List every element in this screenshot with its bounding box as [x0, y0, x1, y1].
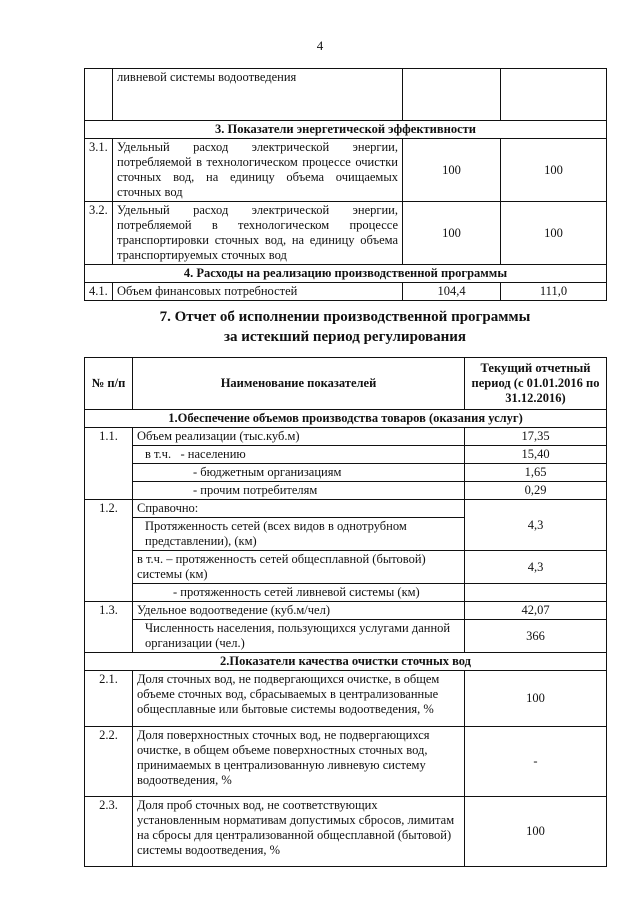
table-row — [85, 602, 607, 620]
cell-name: - прочим потребителям — [133, 482, 465, 500]
cell-name: - бюджетным организациям — [133, 464, 465, 482]
section-7-title — [84, 308, 606, 347]
cell-name: Доля поверхностных сточных вод, не подвергающихся очистке, в общем объеме поверхностных сточных вод, принимаемых в централизованную ливневую систему водоотведения, % — [133, 727, 465, 797]
cell-num: 2.2. — [85, 727, 133, 797]
cell-value: 111,0 — [501, 283, 607, 301]
header-num: № п/п — [85, 358, 133, 410]
table-row — [85, 551, 607, 584]
cell-value: 100 — [403, 139, 501, 202]
table-row — [85, 671, 607, 727]
cell-name — [133, 446, 465, 464]
cell-value: 1,65 — [465, 464, 607, 482]
table-row — [85, 446, 607, 464]
cell-value: 100 — [501, 139, 607, 202]
section-3-title: 3. Показатели энергетической эффективности — [85, 121, 607, 139]
table-row — [85, 69, 607, 121]
cell-name: Удельное водоотведение (куб.м/чел) — [133, 602, 465, 620]
table-row — [85, 202, 607, 265]
cell-value: 17,35 — [465, 428, 607, 446]
cell-value: 0,29 — [465, 482, 607, 500]
cell-value: 104,4 — [403, 283, 501, 301]
cell-name: Удельный расход электрической энергии, потребляемой в технологическом процессе очистки сточных вод, на единицу объема очищаемых сточных вод — [113, 139, 403, 202]
cell-value: 4,3 — [465, 551, 607, 584]
cell-name: Протяженность сетей (всех видов в однотрубном представлении), (км) — [133, 518, 465, 551]
cell-name: - протяженность сетей ливневой системы (км) — [133, 584, 465, 602]
title-line-2: за истекший период регулирования — [223, 328, 467, 345]
table-row — [85, 139, 607, 202]
section-1-title: 1.Обеспечение объемов производства товаров (оказания услуг) — [85, 410, 607, 428]
cell-name: Справочно: — [133, 500, 465, 518]
table-row — [85, 500, 607, 518]
cell-num: 3.2. — [85, 202, 113, 265]
cell-num: 4.1. — [85, 283, 113, 301]
section-4-title: 4. Расходы на реализацию производственной программы — [85, 265, 607, 283]
cell-name: Объем реализации (тыс.куб.м) — [133, 428, 465, 446]
subitem-label: - населению — [180, 447, 246, 461]
energy-efficiency-table — [84, 68, 607, 301]
section-header-row — [85, 653, 607, 671]
table-row — [85, 283, 607, 301]
cell-value — [501, 69, 607, 121]
cell-value — [465, 584, 607, 602]
table-row — [85, 797, 607, 867]
section-2-title: 2.Показатели качества очистки сточных вод — [85, 653, 607, 671]
section-header-row — [85, 410, 607, 428]
cell-value: 100 — [465, 797, 607, 867]
program-report-table — [84, 357, 607, 867]
table-row — [85, 464, 607, 482]
cell-value: 100 — [465, 671, 607, 727]
cell-name: в т.ч. – протяженность сетей общесплавной (бытовой) системы (км) — [133, 551, 465, 584]
table-row — [85, 584, 607, 602]
table-header-row — [85, 358, 607, 410]
table-row — [85, 482, 607, 500]
cell-value: 100 — [501, 202, 607, 265]
cell-value: 42,07 — [465, 602, 607, 620]
cell-value: - — [465, 727, 607, 797]
cell-num: 1.3. — [85, 602, 133, 653]
cell-value: 366 — [465, 620, 607, 653]
section-header-row — [85, 265, 607, 283]
cell-num: 2.3. — [85, 797, 133, 867]
section-header-row — [85, 121, 607, 139]
cell-name: Объем финансовых потребностей — [113, 283, 403, 301]
cell-num: 1.2. — [85, 500, 133, 602]
header-period: Текущий отчетный период (с 01.01.2016 по 31.12.2016) — [465, 358, 607, 410]
cell-num: 2.1. — [85, 671, 133, 727]
cell-value — [403, 69, 501, 121]
cell-name: Доля сточных вод, не подвергающихся очистке, в общем объеме сточных вод, сбрасываемых в централизованные общесплавные или бытовые системы водоотведения, % — [133, 671, 465, 727]
title-line-1: 7. Отчет об исполнении производственной программы — [159, 309, 531, 325]
cell-num: 3.1. — [85, 139, 113, 202]
cell-num: 1.1. — [85, 428, 133, 500]
table-row — [85, 727, 607, 797]
cell-num — [85, 69, 113, 121]
cell-value: 100 — [403, 202, 501, 265]
cell-value: 4,3 — [465, 500, 607, 551]
cell-name: Доля проб сточных вод, не соответствующих установленным нормативам допустимых сбросов, лимитам на сбросы для централизованной общесплавной (бытовой) системы водоотведения, % — [133, 797, 465, 867]
table-row — [85, 428, 607, 446]
table-row — [85, 620, 607, 653]
page-number: 4 — [316, 38, 324, 53]
cell-name: Численность населения, пользующихся услугами данной организации (чел.) — [133, 620, 465, 653]
header-name: Наименование показателей — [133, 358, 465, 410]
cell-name: Удельный расход электрической энергии, потребляемой в технологическом процессе транспортировки сточных вод, на единицу объема транспортируемых сточных вод — [113, 202, 403, 265]
subitem-prefix: в т.ч. — [145, 447, 172, 461]
cell-value: 15,40 — [465, 446, 607, 464]
cell-name: ливневой системы водоотведения — [113, 69, 403, 121]
